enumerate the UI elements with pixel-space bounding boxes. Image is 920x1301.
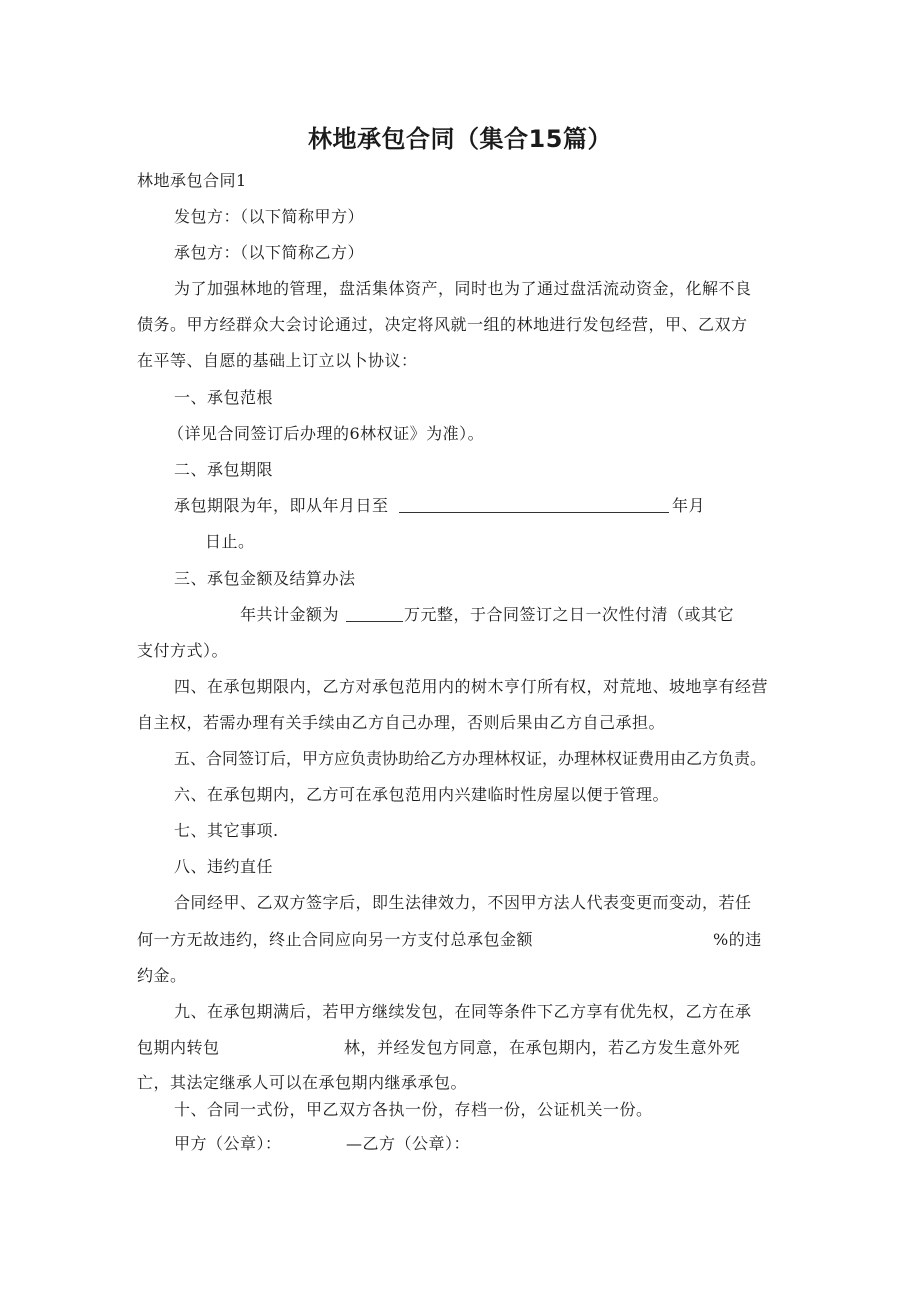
section-1-heading: 一、承包范根 (174, 388, 274, 407)
section-8-text: 何一方无故违约，终止合同应向另一方支付总承包金额 (137, 930, 534, 949)
section-2-text: 承包期限为年，即从年月日至 (174, 496, 389, 515)
section-3-text: 支付方式）。 (137, 641, 229, 660)
document-title: 林地承包合同（集合15篇） (308, 125, 612, 153)
section-8-heading: 八、违约直任 (174, 857, 274, 876)
section-1-text: （详见合同签订后办理的6林权证》为准）。 (168, 424, 485, 443)
intro-line: 债务。甲方经群众大会讨论通过，决定将风就一组的林地进行发包经营，甲、乙双方 (137, 315, 748, 334)
section-8-text: 合同经甲、乙双方签字后，即生法律效力，不因甲方法人代表变更而变动，若任 (174, 893, 752, 912)
contract-subtitle: 林地承包合同1 (137, 171, 247, 190)
section-10-text: 十、合同一式份，甲乙双方各执一份，存档一份，公证机关一份。 (174, 1100, 653, 1119)
section-4-text: 四、在承包期限内，乙方对承包范用内的树木亨仃所有权，对荒地、坡地享有经营 (174, 677, 769, 696)
party-chengbao: 承包方：（以下简称乙方） (174, 243, 365, 262)
section-8-text: 约金。 (137, 966, 187, 985)
section-5-text: 五、合同签订后，甲方应负责协助给乙方办理林权证，办理林权证费用由乙方负责。 (174, 749, 767, 768)
section-8-text: %的违 (713, 930, 762, 949)
section-9-text: 包期内转包 (137, 1038, 220, 1057)
intro-line: 为了加强林地的管理，盘活集体资产，同时也为了通过盘活流动资金，化解不良 (174, 279, 752, 298)
signature-jia: 甲方（公章）： (174, 1134, 282, 1153)
section-2-text: 年月 (672, 496, 706, 515)
blank-underline (399, 512, 669, 513)
section-6-text: 六、在承包期内，乙方可在承包范用内兴建临时性房屋以便于管理。 (174, 785, 670, 804)
section-2-text: 日止。 (205, 532, 255, 551)
blank-underline (346, 621, 403, 622)
section-9-text: 林，并经发包方同意，在承包期内，若乙方发生意外死 (344, 1038, 741, 1057)
signature-yi: —乙方（公章）： (346, 1134, 471, 1153)
section-3-text: 年共计金额为 (240, 605, 340, 624)
section-3-text: 万元整，于合同签订之日一次性付清（或其它 (404, 605, 735, 624)
section-4-text: 自主权，若需办理有关手续由乙方自己办理，否则后果由乙方自己承担。 (137, 713, 666, 732)
section-2-heading: 二、承包期限 (174, 460, 274, 479)
intro-line: 在平等、自愿的基础上订立以卜协议： (137, 351, 418, 370)
section-7-text: 七、其它事项. (174, 821, 279, 840)
section-9-text: 九、在承包期满后，若甲方继续发包，在同等条件下乙方享有优先权，乙方在承 (174, 1002, 752, 1021)
party-fabao: 发包方：（以下简称甲方） (174, 207, 365, 226)
section-3-heading: 三、承包金额及结算办法 (174, 569, 356, 588)
section-9-text: 亡，其法定继承人可以在承包期内继承承包。 (137, 1073, 468, 1092)
